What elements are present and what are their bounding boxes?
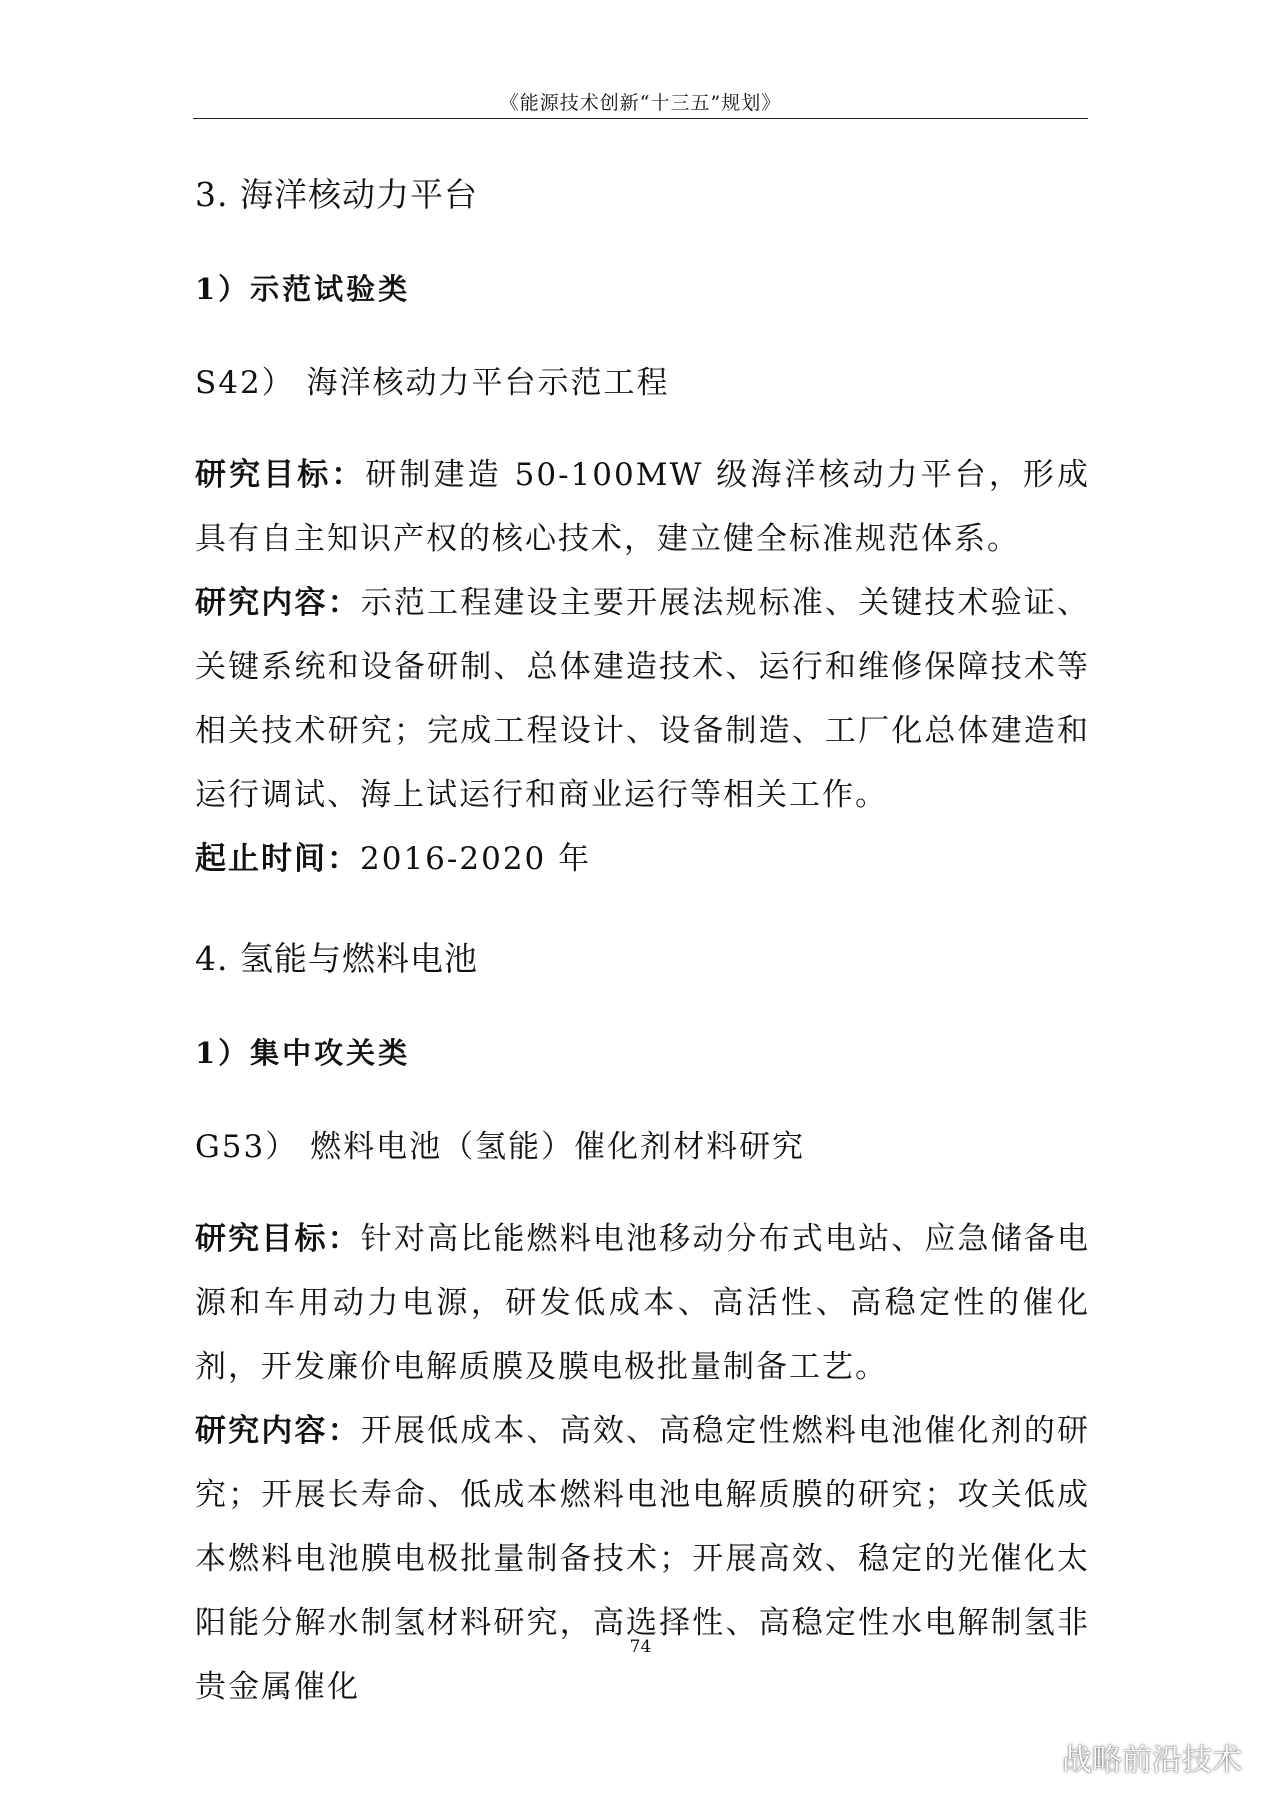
- wechat-icon: [1008, 1737, 1054, 1777]
- section-heading-3: 3. 海洋核动力平台: [195, 175, 478, 214]
- time-label: 起止时间：: [195, 841, 360, 877]
- goal-text: 针对高比能燃料电池移动分布式电站、应急储备电源和车用动力电源，研发低成本、高活性、高稳定性的催化剂，开发廉价电解质膜及膜电极批量制备工艺。: [195, 1221, 1091, 1385]
- goal-label: 研究目标：: [195, 1221, 361, 1257]
- header-rule: [193, 118, 1088, 119]
- content-label: 研究内容：: [195, 1413, 361, 1449]
- content-text: 示范工程建设主要开展法规标准、关键技术验证、关键系统和设备研制、总体建造技术、运行和维修保障技术等相关技术研究；完成工程设计、设备制造、工厂化总体建造和运行调试、海上试运行和商业运行等相关工作。: [195, 585, 1091, 813]
- content-text: 开展低成本、高效、高稳定性燃料电池催化剂的研究；开展长寿命、低成本燃料电池电解质膜的研究；攻关低成本燃料电池膜电极批量制备技术；开展高效、稳定的光催化太阳能分解水制氢材料研究，高选择性、高稳定性水电解制氢非贵金属催化: [195, 1413, 1091, 1705]
- time-range-s42: [195, 827, 1090, 891]
- watermark-text: 战略前沿技术: [1062, 1743, 1242, 1778]
- research-goal-g53: [195, 1207, 1090, 1399]
- goal-label: 研究目标：: [195, 457, 366, 493]
- subheading-demo-trial: 1）示范试验类: [195, 272, 411, 306]
- research-content-s42: [195, 571, 1090, 827]
- content-label: 研究内容：: [195, 585, 361, 621]
- document-body: [195, 165, 1090, 1719]
- page-number: 74: [629, 1637, 652, 1657]
- research-goal-s42: [195, 443, 1090, 571]
- project-title-s42: S42） 海洋核动力平台示范工程: [195, 365, 670, 401]
- research-content-g53: [195, 1399, 1090, 1719]
- watermark: [1008, 1735, 1242, 1779]
- project-title-g53: G53） 燃料电池（氢能）催化剂材料研究: [195, 1129, 806, 1165]
- subheading-key-research: 1）集中攻关类: [195, 1036, 411, 1070]
- running-header: 《能源技术创新“十三五”规划》: [499, 92, 782, 114]
- section-heading-4: 4. 氢能与燃料电池: [195, 939, 478, 978]
- time-text: 2016-2020 年: [360, 841, 592, 877]
- goal-text: 研制建造 50-100MW 级海洋核动力平台，形成具有自主知识产权的核心技术，建立健全标准规范体系。: [195, 457, 1091, 557]
